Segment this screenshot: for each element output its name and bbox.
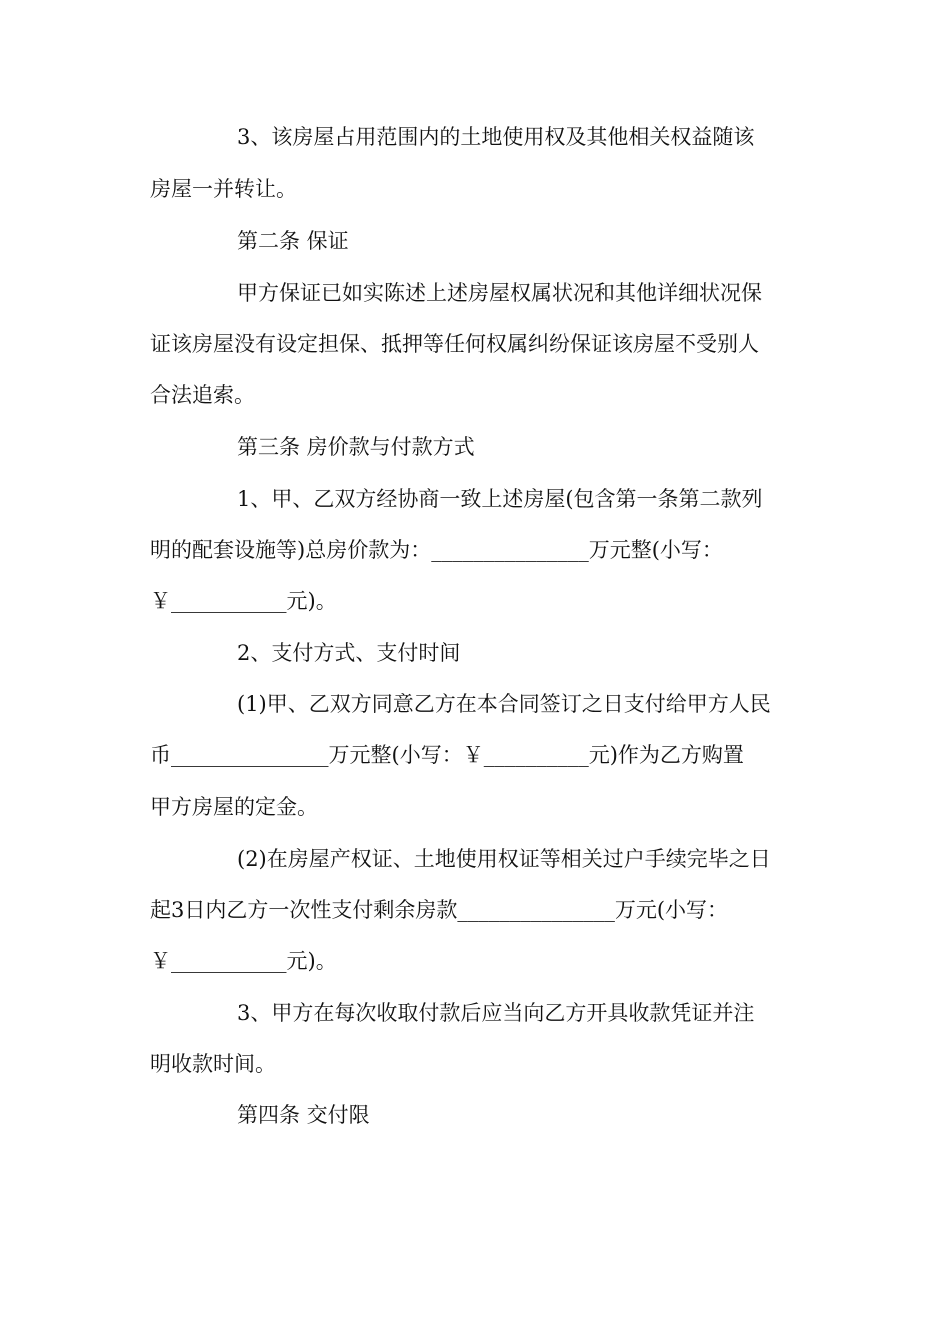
paragraph-line: 3、该房屋占用范围内的土地使用权及其他相关权益随该 <box>237 125 755 149</box>
paragraph-line: 证该房屋没有设定担保、抵押等任何权属纠纷保证该房屋不受别人 <box>150 332 759 356</box>
section-heading: 第二条 保证 <box>237 229 349 253</box>
paragraph-line: 甲方房屋的定金。 <box>150 795 318 819</box>
paragraph-line: 合法追索。 <box>150 383 255 407</box>
section-heading: 第三条 房价款与付款方式 <box>237 435 475 459</box>
paragraph-line: 币_______________万元整(小写：￥__________元)作为乙方购置 <box>150 743 744 767</box>
paragraph-line: 房屋一并转让。 <box>150 177 297 201</box>
paragraph-line: 明的配套设施等)总房价款为：_______________万元整(小写： <box>150 538 723 562</box>
paragraph-line: (2)在房屋产权证、土地使用权证等相关过户手续完毕之日 <box>237 847 771 871</box>
paragraph-line: 明收款时间。 <box>150 1052 276 1076</box>
section-heading: 第四条 交付限 <box>237 1103 370 1127</box>
paragraph-line: 2、支付方式、支付时间 <box>237 641 461 665</box>
paragraph-line: 甲方保证已如实陈述上述房屋权属状况和其他详细状况保 <box>237 281 762 305</box>
paragraph-line: 起3日内乙方一次性支付剩余房款_______________万元(小写： <box>150 898 729 922</box>
paragraph-line: 3、甲方在每次收取付款后应当向乙方开具收款凭证并注 <box>237 1001 755 1025</box>
paragraph-line: (1)甲、乙双方同意乙方在本合同签订之日支付给甲方人民 <box>237 692 771 716</box>
paragraph-line: ￥___________元)。 <box>150 589 337 613</box>
paragraph-line: ￥___________元)。 <box>150 949 337 973</box>
paragraph-line: 1、甲、乙双方经协商一致上述房屋(包含第一条第二款列 <box>237 487 763 511</box>
